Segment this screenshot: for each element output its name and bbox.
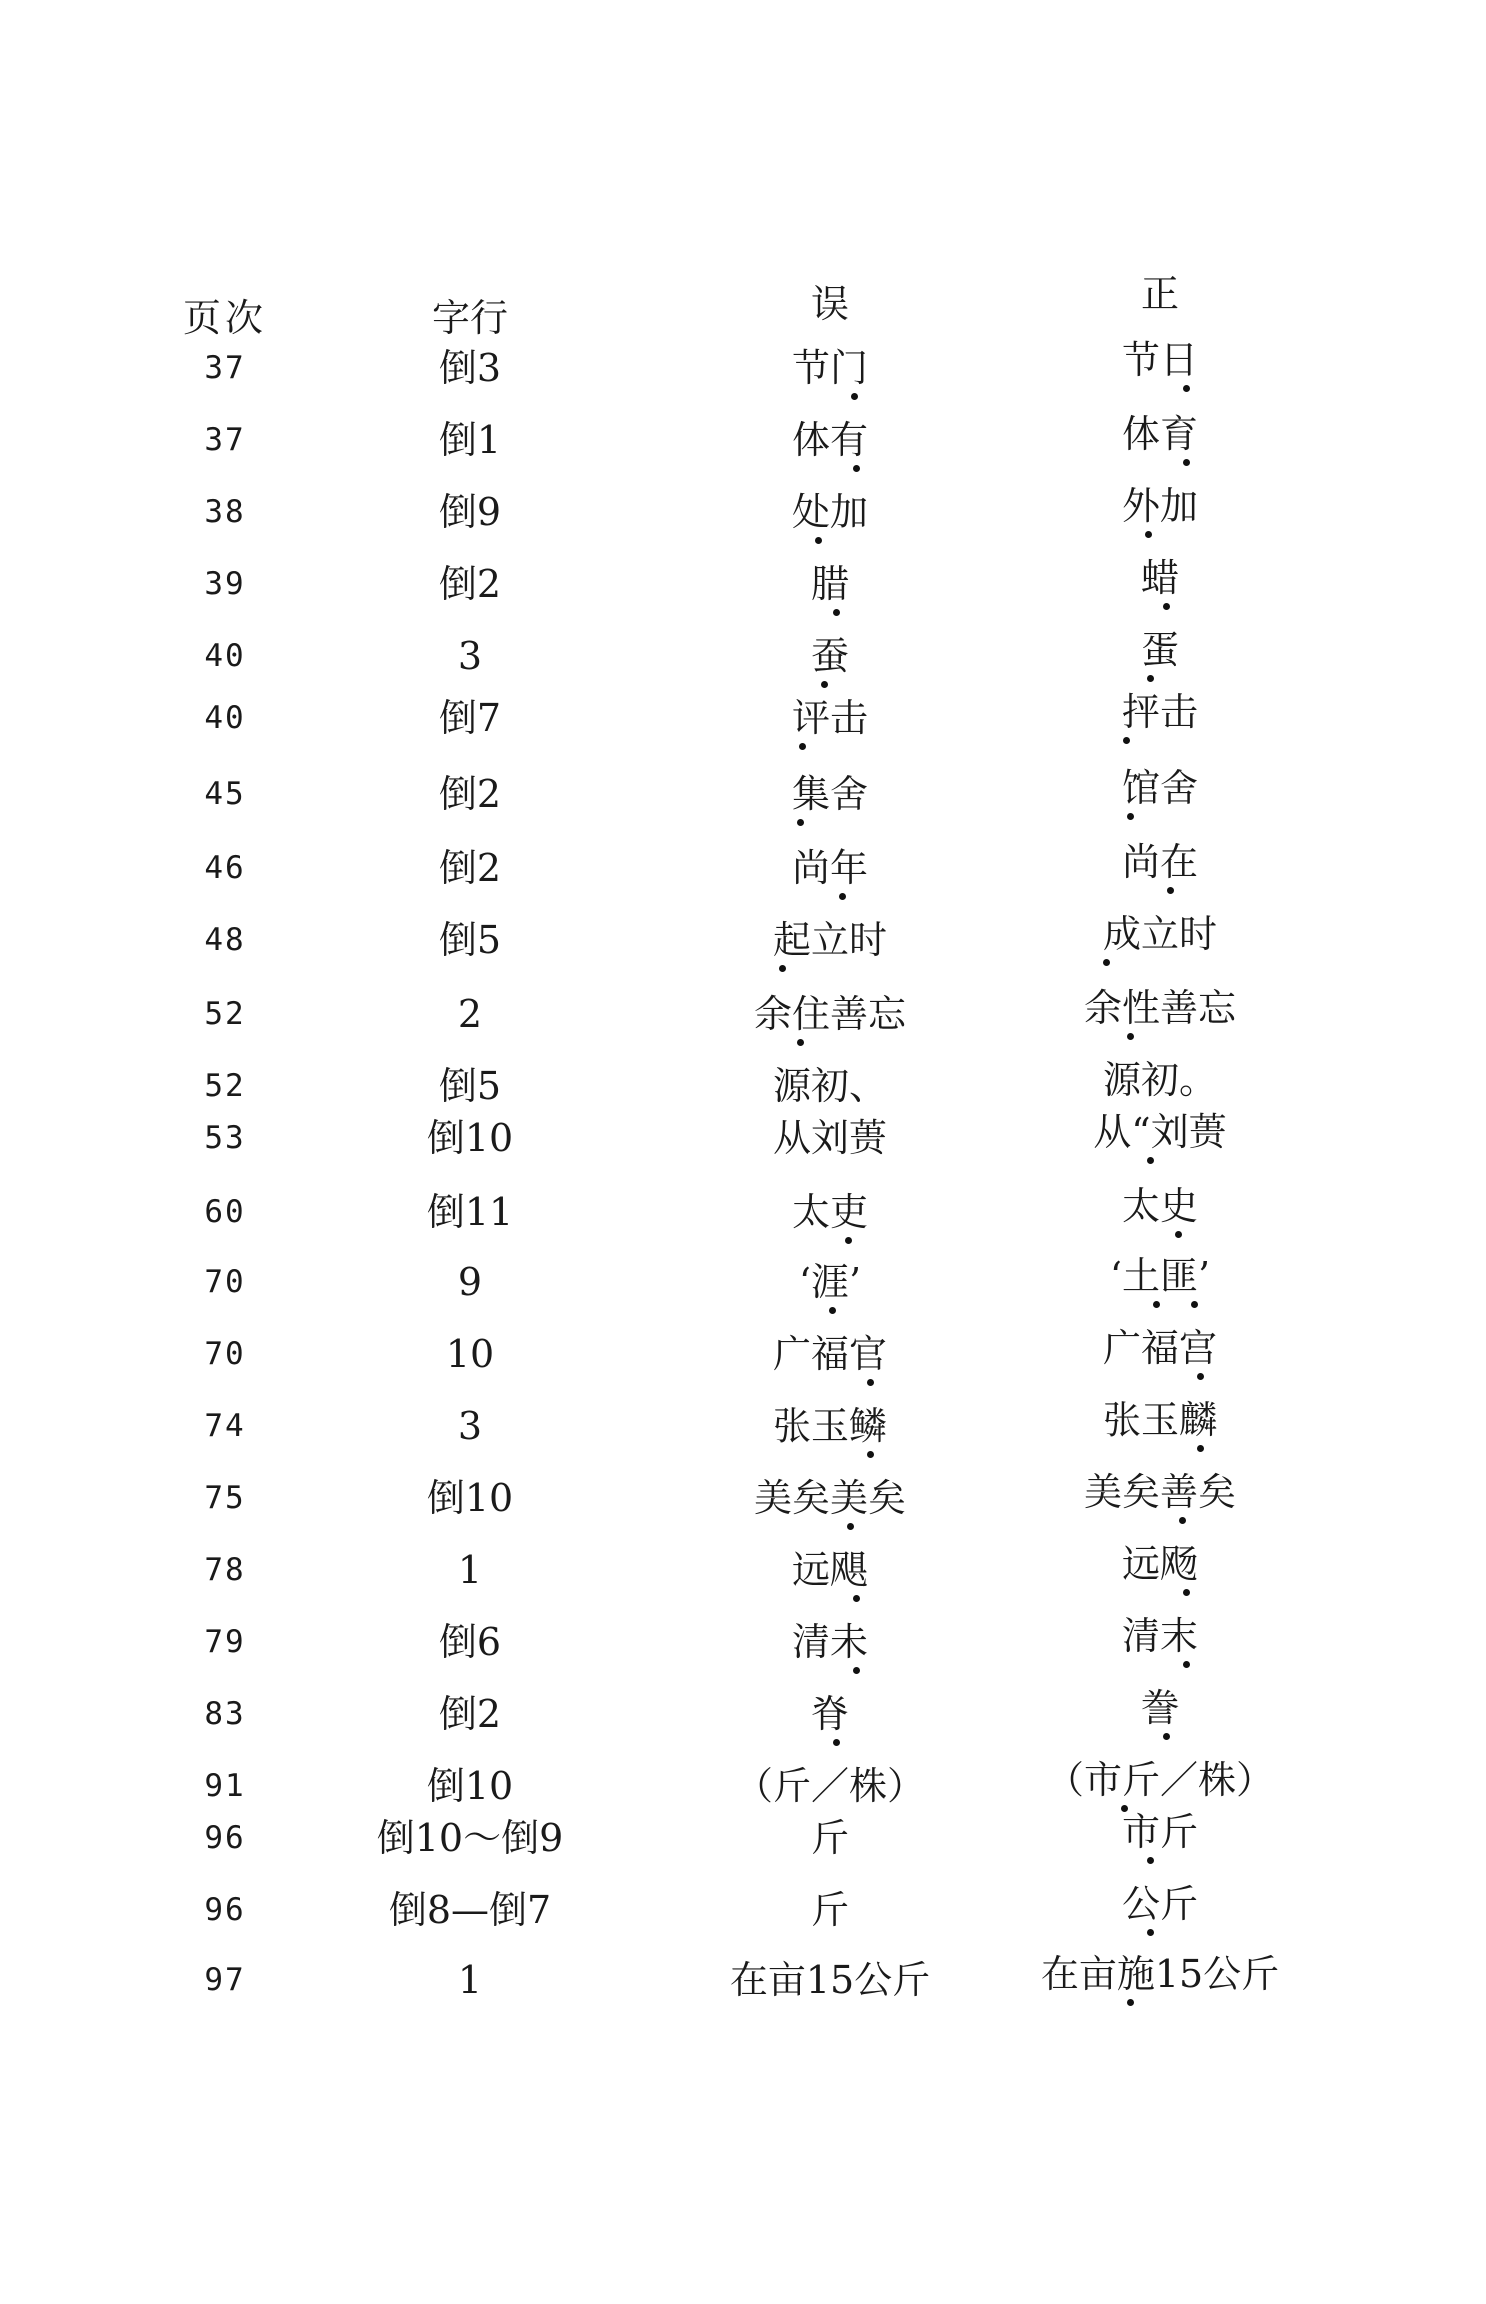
row-page: 70: [204, 1336, 246, 1372]
row-line: 2: [457, 992, 483, 1036]
row-page: 38: [204, 494, 246, 530]
row-right: 清末: [1121, 1614, 1198, 1658]
errata-row: [0, 1882, 1486, 1938]
row-line: 倒1: [438, 418, 502, 462]
row-page: 48: [204, 922, 246, 958]
row-right: 太史: [1121, 1184, 1198, 1228]
errata-row: [0, 1810, 1486, 1866]
emphasis-dot: [833, 609, 840, 616]
errata-row: [0, 484, 1486, 540]
emphasis-dot: [1183, 1589, 1190, 1596]
emphasis-dot: [1163, 603, 1170, 610]
emphasis-dot: [1145, 531, 1152, 538]
emphasis-dot: [1127, 1033, 1134, 1040]
row-line: 1: [457, 1548, 483, 1592]
emphasis-dot: [833, 1739, 840, 1746]
errata-row: [0, 556, 1486, 612]
row-line: 倒3: [438, 346, 502, 390]
row-right: 蜡: [1140, 556, 1179, 600]
row-right: 馆舍: [1121, 766, 1198, 810]
row-page: 78: [204, 1552, 246, 1588]
errata-row: [0, 412, 1486, 468]
emphasis-dot: [1175, 1231, 1182, 1238]
emphasis-dot: [1147, 1857, 1154, 1864]
emphasis-dot: [1183, 385, 1190, 392]
row-wrong: 节门: [791, 346, 868, 390]
emphasis-dot: [1147, 675, 1154, 682]
row-wrong: 美矣美矣: [753, 1476, 906, 1520]
errata-row: [0, 1398, 1486, 1454]
emphasis-dot: [1153, 1301, 1160, 1308]
row-line: 倒2: [438, 772, 502, 816]
row-wrong: 集舍: [791, 772, 868, 816]
row-page: 40: [204, 700, 246, 736]
emphasis-dot: [829, 1307, 836, 1314]
emphasis-dot: [1103, 959, 1110, 966]
row-line: 倒2: [438, 562, 502, 606]
row-wrong: 评击: [791, 696, 868, 740]
errata-row: [0, 986, 1486, 1042]
row-line: 10: [445, 1332, 495, 1376]
header-wrong: 误: [810, 282, 849, 326]
row-page: 52: [204, 1068, 246, 1104]
emphasis-dot: [821, 681, 828, 688]
row-line: 9: [457, 1260, 483, 1304]
emphasis-dot: [853, 1667, 860, 1674]
row-page: 79: [204, 1624, 246, 1660]
row-line: 3: [457, 1404, 483, 1448]
row-page: 40: [204, 638, 246, 674]
row-right: （市斤／株）: [1045, 1758, 1274, 1802]
row-page: 52: [204, 996, 246, 1032]
row-line: 倒11: [426, 1190, 514, 1234]
row-right: 成立时: [1102, 912, 1217, 956]
row-wrong: （斤／株）: [734, 1764, 925, 1808]
row-page: 96: [204, 1892, 246, 1928]
emphasis-dot: [1183, 459, 1190, 466]
row-wrong: 源初、: [772, 1064, 887, 1108]
emphasis-dot: [847, 1523, 854, 1530]
header-page: 页次: [182, 296, 267, 340]
errata-row: [0, 1470, 1486, 1526]
errata-row: [0, 1686, 1486, 1742]
row-wrong: 体有: [791, 418, 868, 462]
row-line: 倒10: [426, 1476, 514, 1520]
row-wrong: 张玉鳞: [772, 1404, 887, 1448]
row-right: 蛋: [1140, 628, 1179, 672]
row-line: 倒10: [426, 1764, 514, 1808]
emphasis-dot: [1123, 737, 1130, 744]
row-wrong: 处加: [791, 490, 868, 534]
row-right: 远飏: [1121, 1542, 1198, 1586]
emphasis-dot: [815, 537, 822, 544]
row-line: 1: [457, 1958, 483, 2002]
row-right: 外加: [1121, 484, 1198, 528]
row-right: ‘土匪’: [1109, 1254, 1211, 1298]
row-page: 60: [204, 1194, 246, 1230]
row-line: 倒5: [438, 1064, 502, 1108]
emphasis-dot: [1127, 1999, 1134, 2006]
row-right: 美矣善矣: [1083, 1470, 1236, 1514]
row-line: 3: [457, 634, 483, 678]
row-wrong: 起立时: [772, 918, 887, 962]
row-page: 53: [204, 1120, 246, 1156]
row-wrong: 蚕: [810, 634, 849, 678]
row-right: 源初。: [1102, 1058, 1217, 1102]
emphasis-dot: [1191, 1301, 1198, 1308]
row-wrong: ‘涯’: [798, 1260, 862, 1304]
emphasis-dot: [853, 1595, 860, 1602]
row-wrong: 斤: [810, 1816, 849, 1860]
emphasis-dot: [1147, 1929, 1154, 1936]
errata-row: [0, 340, 1486, 396]
emphasis-dot: [1127, 813, 1134, 820]
emphasis-dot: [1163, 1733, 1170, 1740]
row-wrong: 斤: [810, 1888, 849, 1932]
row-wrong: 脊: [810, 1692, 849, 1736]
emphasis-dot: [845, 1237, 852, 1244]
row-page: 97: [204, 1962, 246, 1998]
row-wrong: 从刘蒉: [772, 1116, 887, 1160]
emphasis-dot: [779, 965, 786, 972]
row-line: 倒2: [438, 846, 502, 890]
row-right: 从“刘蒉: [1093, 1110, 1227, 1154]
emphasis-dot: [1147, 1157, 1154, 1164]
row-right: 尚在: [1121, 840, 1198, 884]
row-line: 倒10～倒9: [376, 1816, 564, 1860]
emphasis-dot: [1197, 1445, 1204, 1452]
row-page: 91: [204, 1768, 246, 1804]
row-page: 45: [204, 776, 246, 812]
row-wrong: 远飓: [791, 1548, 868, 1592]
row-wrong: 在亩15公斤: [729, 1958, 931, 2002]
row-right: 公斤: [1121, 1882, 1198, 1926]
emphasis-dot: [839, 893, 846, 900]
row-page: 96: [204, 1820, 246, 1856]
errata-row: [0, 690, 1486, 746]
row-page: 74: [204, 1408, 246, 1444]
emphasis-dot: [799, 743, 806, 750]
row-right: 抨击: [1121, 690, 1198, 734]
row-wrong: 清未: [791, 1620, 868, 1664]
emphasis-dot: [853, 465, 860, 472]
errata-row: [0, 912, 1486, 968]
row-line: 倒6: [438, 1620, 502, 1664]
row-right: 体育: [1121, 412, 1198, 456]
row-line: 倒8—倒7: [388, 1888, 552, 1932]
row-wrong: 尚年: [791, 846, 868, 890]
row-right: 张玉麟: [1102, 1398, 1217, 1442]
errata-row: [0, 1614, 1486, 1670]
emphasis-dot: [1183, 1661, 1190, 1668]
errata-row: [0, 1542, 1486, 1598]
row-line: 倒5: [438, 918, 502, 962]
row-right: 在亩施15公斤: [1040, 1952, 1280, 1996]
emphasis-dot: [867, 1379, 874, 1386]
errata-row: [0, 840, 1486, 896]
row-right: 广福宫: [1102, 1326, 1217, 1370]
errata-row: [0, 1952, 1486, 2008]
row-wrong: 太吏: [791, 1190, 868, 1234]
errata-row: [0, 628, 1486, 684]
errata-row: [0, 1184, 1486, 1240]
row-right: 誊: [1140, 1686, 1179, 1730]
row-right: 节日: [1121, 338, 1198, 382]
errata-row: [0, 766, 1486, 822]
row-page: 83: [204, 1696, 246, 1732]
row-page: 37: [204, 350, 246, 386]
row-page: 37: [204, 422, 246, 458]
row-wrong: 余住善忘: [753, 992, 906, 1036]
errata-row: [0, 1254, 1486, 1310]
row-wrong: 广福官: [772, 1332, 887, 1376]
row-line: 倒10: [426, 1116, 514, 1160]
header-line: 字行: [431, 296, 508, 340]
errata-row: [0, 1110, 1486, 1166]
emphasis-dot: [851, 393, 858, 400]
emphasis-dot: [1197, 1373, 1204, 1380]
row-wrong: 腊: [810, 562, 849, 606]
row-line: 倒9: [438, 490, 502, 534]
emphasis-dot: [797, 1039, 804, 1046]
row-line: 倒2: [438, 1692, 502, 1736]
row-right: 市斤: [1121, 1810, 1198, 1854]
row-page: 39: [204, 566, 246, 602]
header-right: 正: [1140, 272, 1179, 316]
row-page: 75: [204, 1480, 246, 1516]
emphasis-dot: [1179, 1517, 1186, 1524]
emphasis-dot: [867, 1451, 874, 1458]
row-right: 余性善忘: [1083, 986, 1236, 1030]
row-line: 倒7: [438, 696, 502, 740]
row-page: 70: [204, 1264, 246, 1300]
emphasis-dot: [1167, 887, 1174, 894]
row-page: 46: [204, 850, 246, 886]
errata-row: [0, 1326, 1486, 1382]
emphasis-dot: [797, 819, 804, 826]
